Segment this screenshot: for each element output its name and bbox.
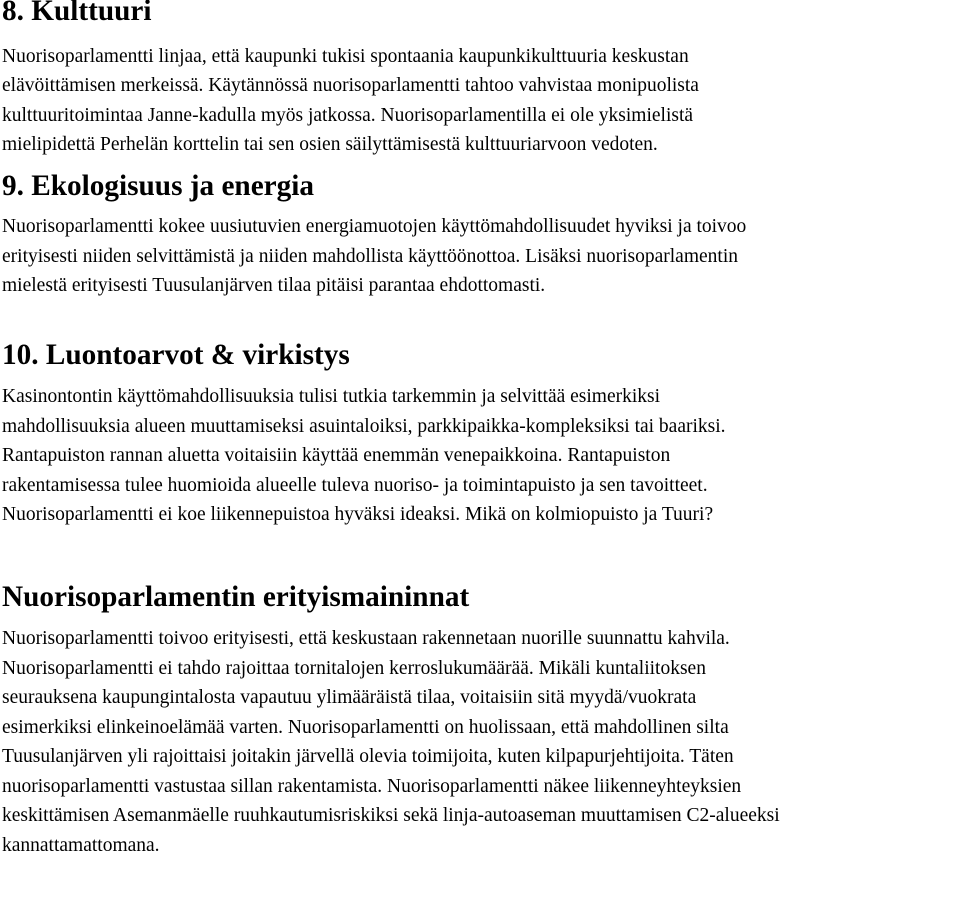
paragraph-line: Nuorisoparlamentti ei tahdo rajoittaa tornitalojen kerroslukumäärää. Mikäli kuntaliitoksen [2,657,706,679]
paragraph-line: Nuorisoparlamentti kokee uusiutuvien energiamuotojen käyttömahdollisuudet hyviksi ja toivoo [2,216,747,237]
paragraph-line: esimerkiksi elinkeinoelämää varten. Nuorisoparlamentti on huolissaan, että mahdollinen silta [2,716,729,738]
paragraph-line: Nuorisoparlamentti ei koe liikennepuistoa hyväksi ideaksi. Mikä on kolmiopuisto ja Tuuri? [2,504,714,525]
paragraph-line: Nuorisoparlamentti toivoo erityisesti, että keskustaan rakennetaan nuorille suunnattu kahvila. [2,628,730,649]
paragraph-line: Kasinontontin käyttömahdollisuuksia tulisi tutkia tarkemmin ja selvittää esimerkiksi [2,386,661,407]
section-heading: 8. Kulttuuri [2,0,152,27]
document-body [2,0,958,860]
section-erityismaininnat [2,580,958,861]
paragraph-line: keskittämisen Asemanmäelle ruuhkautumisriskiksi sekä linja-autoaseman muuttamisen C2-alueeksi [2,805,780,826]
paragraph-line: Tuusulanjärven yli rajoittaisi joitakin järvellä olevia toimijoita, kuten kilpapurjehtijoita. Täten [2,746,734,767]
section-paragraph [2,42,958,160]
paragraph-line: kulttuuritoimintaa Janne-kadulla myös jatkossa. Nuorisoparlamentilla ei ole yksimielistä [2,104,694,126]
paragraph-line: mahdollisuuksia alueen muuttamiseksi asuintaloiksi, parkkipaikka-kompleksiksi tai baariksi. [2,415,726,437]
section-kulttuuri [2,0,958,160]
paragraph-line: erityisesti niiden selvittämistä ja niiden mahdollista käyttöönottoa. Lisäksi nuorisoparlamentin [2,245,738,267]
section-paragraph [2,624,958,860]
paragraph-line: elävöittämisen merkeissä. Käytännössä nuorisoparlamentti tahtoo vahvistaa monipuolista [2,75,699,96]
paragraph-line: nuorisoparlamentti vastustaa sillan rakentamista. Nuorisoparlamentti näkee liikenneyhteyksien [2,775,742,797]
section-paragraph [2,382,958,530]
paragraph-line: mielipidettä Perhelän korttelin tai sen osien säilyttämisestä kulttuuriarvoon vedoten. [2,134,658,155]
paragraph-line: Nuorisoparlamentti linjaa, että kaupunki tukisi spontaania kaupunkikulttuuria keskustan [2,45,689,67]
section-heading: 9. Ekologisuus ja energia [2,169,315,202]
paragraph-line: Rantapuiston rannan aluetta voitaisiin käyttää enemmän venepaikkoina. Rantapuiston [2,445,671,466]
section-paragraph [2,212,958,301]
section-heading: 10. Luontoarvot & virkistys [2,338,350,371]
section-luontoarvot [2,338,958,530]
paragraph-line: mielestä erityisesti Tuusulanjärven tilaa pitäisi parantaa ehdottomasti. [2,275,546,296]
paragraph-line: seurauksena kaupungintalosta vapautuu ylimääräistä tilaa, voitaisiin sitä myydä/vuokrata [2,687,697,708]
section-heading: Nuorisoparlamentin erityismaininnat [2,580,470,613]
paragraph-line: kannattamattomana. [2,834,160,856]
paragraph-line: rakentamisessa tulee huomioida alueelle tuleva nuoriso- ja toimintapuisto ja sen tavoitteet. [2,474,708,496]
section-ekologisuus [2,169,958,301]
